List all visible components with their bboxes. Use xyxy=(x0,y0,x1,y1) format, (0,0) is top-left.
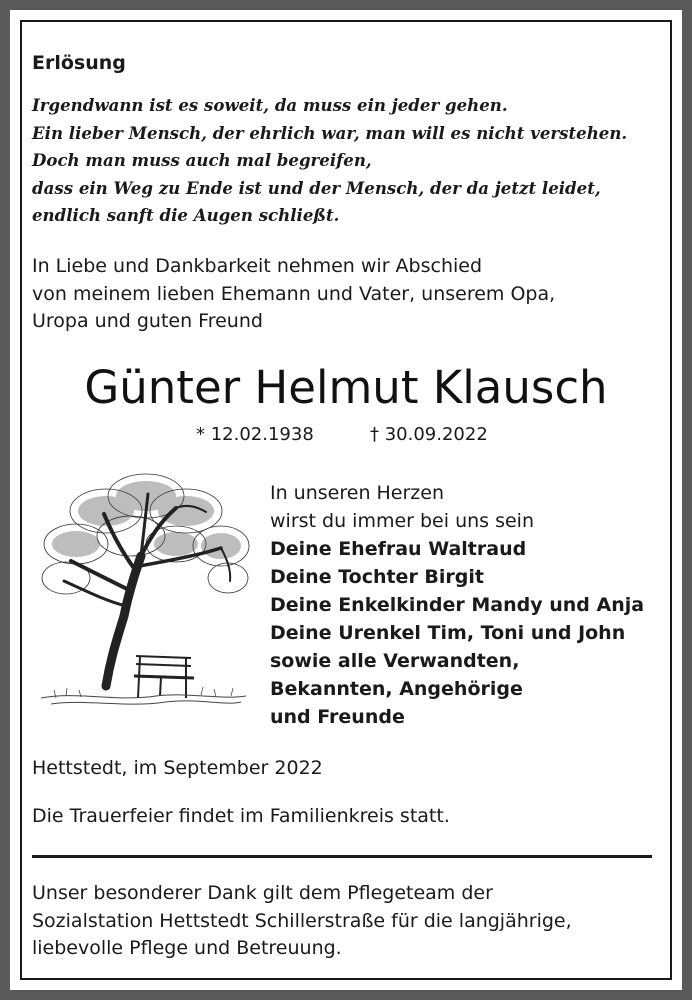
mourner-name: Bekannten, Angehörige xyxy=(270,678,523,700)
mourners-line: wirst du immer bei uns sein xyxy=(270,510,534,532)
divider-line xyxy=(32,855,652,858)
mourner-name: Deine Ehefrau Waltraud xyxy=(270,538,527,560)
mourners-block xyxy=(270,479,644,731)
poem-line: Irgendwann ist es soweit, da muss ein jeder gehen. xyxy=(32,95,508,115)
intro-line: von meinem lieben Ehemann und Vater, unserem Opa, xyxy=(32,282,556,305)
mourner-name: Deine Enkelkinder Mandy und Anja xyxy=(270,594,645,616)
intro-line: In Liebe und Dankbarkeit nehmen wir Abschied xyxy=(32,255,483,277)
intro-text xyxy=(32,253,555,336)
mourners-line: In unseren Herzen xyxy=(270,482,445,504)
thanks-text xyxy=(32,880,572,963)
thanks-line: Sozialstation Hettstedt Schillerstraße für die langjährige, xyxy=(32,909,572,932)
poem xyxy=(32,92,627,230)
mourner-name: Deine Tochter Birgit xyxy=(270,566,484,588)
mourner-name: und Freunde xyxy=(270,706,405,728)
thanks-line: Unser besonderer Dank gilt dem Pflegeteam der xyxy=(32,882,493,904)
mourner-name: sowie alle Verwandten, xyxy=(270,650,520,672)
poem-line: Ein lieber Mensch, der ehrlich war, man will es nicht verstehen. xyxy=(32,122,628,143)
funeral-note: Die Trauerfeier findet im Familienkreis statt. xyxy=(32,805,450,827)
poem-line: endlich sanft die Augen schließt. xyxy=(32,205,340,225)
intro-line: Uropa und guten Freund xyxy=(32,310,263,332)
birth-date: * 12.02.1938 xyxy=(196,424,314,445)
mourner-name: Deine Urenkel Tim, Toni und John xyxy=(270,622,626,644)
place-and-date: Hettstedt, im September 2022 xyxy=(32,757,323,779)
notice-title: Erlösung xyxy=(32,52,126,74)
poem-line: Doch man muss auch mal begreifen, xyxy=(32,150,372,170)
thanks-line: liebevolle Pflege und Betreuung. xyxy=(32,937,342,959)
death-date: † 30.09.2022 xyxy=(370,424,488,445)
poem-line: dass ein Weg zu Ende ist und der Mensch, der da jetzt leidet, xyxy=(32,177,601,198)
deceased-name: Günter Helmut Klausch xyxy=(84,361,608,414)
tree-with-bench-icon xyxy=(36,466,250,716)
